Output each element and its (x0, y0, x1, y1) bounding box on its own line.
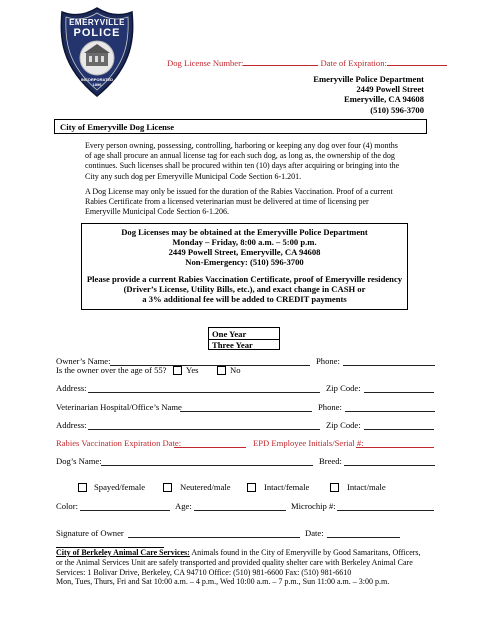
vet-zip-label: Zip Code: (326, 420, 361, 430)
footer-line-3: Services: 1 Bolivar Drive, Berkeley, CA 94710 Office: (510) 981-6600 Fax: (510) 981-6610 (56, 567, 352, 577)
department-street: 2449 Powell Street (356, 84, 424, 95)
info-line-2: Monday – Friday, 8:00 a.m. – 5:00 p.m. (172, 237, 317, 247)
info-line-4: Non-Emergency: (510) 596-3700 (185, 257, 304, 267)
info-line-1: Dog Licenses may be obtained at the Emeryville Police Department (121, 227, 368, 237)
term-table (208, 327, 280, 350)
vet-zip-field[interactable] (364, 429, 434, 430)
footer-line-4: Mon, Tues, Thurs, Fri and Sat 10:00 a.m. – 4 p.m., Wed 10:00 a.m. – 7 p.m., Sun 11:00 a.m. – 3:00 p.m. (56, 577, 390, 587)
date-label: Date: (305, 528, 324, 538)
no-label: No (230, 365, 241, 375)
term-three-year[interactable]: Three Year (212, 340, 253, 350)
footer-text (56, 548, 446, 587)
phone-field[interactable] (343, 365, 435, 366)
seal-middle-text: POLICE (73, 27, 121, 39)
microchip-label: Microchip #: (291, 501, 336, 511)
color-field[interactable] (80, 510, 170, 511)
breed-field[interactable] (344, 465, 435, 466)
age-label: Age: (175, 501, 192, 511)
info-line-7: a 3% additional fee will be added to CREDIT payments (142, 294, 347, 304)
expiration-field[interactable] (387, 65, 447, 66)
vet-phone-label: Phone: (318, 402, 342, 412)
breed-label: Breed: (319, 456, 342, 466)
seal-bottom-text: INCORPORATED (80, 77, 114, 82)
seal-year: 1896 (92, 82, 102, 87)
vet-address-label: Address: (56, 420, 87, 430)
license-number-field[interactable] (243, 65, 318, 66)
vet-address-field[interactable] (88, 429, 320, 430)
intact-female-label: Intact/female (264, 482, 310, 492)
department-phone: (510) 596-3700 (370, 104, 424, 115)
rabies-exp-label: Rabies Vaccination Expiration Date: (56, 438, 182, 448)
vet-label: Veterinarian Hospital/Office’s Name (56, 402, 182, 412)
dog-name-field[interactable] (101, 465, 313, 466)
form-title: City of Emeryville Dog License (60, 122, 175, 132)
no-checkbox[interactable] (217, 366, 226, 375)
police-seal (58, 6, 136, 98)
dog-name-label: Dog’s Name: (56, 456, 102, 466)
term-one-year[interactable]: One Year (212, 329, 247, 339)
signature-field[interactable] (128, 537, 300, 538)
color-label: Color: (56, 501, 78, 511)
info-line-6: (Driver’s License, Utility Bills, etc.), and exact change in CASH or (123, 284, 366, 294)
expiration-label: Date of Expiration: (320, 58, 387, 68)
address-field[interactable] (88, 392, 320, 393)
neutered-checkbox[interactable] (163, 483, 172, 492)
intact-male-checkbox[interactable] (330, 483, 339, 492)
date-field[interactable] (327, 537, 400, 538)
department-block (240, 74, 424, 115)
spayed-checkbox[interactable] (78, 483, 87, 492)
intact-male-label: Intact/male (347, 482, 386, 492)
intro-paragraph-1: Every person owning, possessing, controlling, harboring or keeping any dog over four (4) months of age shall procure an annual license tag for each such dog, as long as, the ownership of the dog continues. Such licenses shall be procured within ten (10) days after acquiring or bringing into the City any such dog per Emeryville Municipal Code Section 6-1.201. (85, 141, 400, 181)
footer-line-2: or the Animal Services Unit are safely transported and provided quality shelter care with Berkeley Animal Care (56, 557, 413, 567)
address-label: Address: (56, 383, 87, 393)
license-number-row (167, 58, 447, 68)
footer-line-1: Animals found in the City of Emeryville by Good Samaritans, Officers, (189, 548, 421, 557)
epd-label: EPD Employee Initials/Serial #: (253, 438, 364, 448)
info-line-5: Please provide a current Rabies Vaccination Certificate, proof of Emeryville residency (86, 274, 403, 284)
license-number-label: Dog License Number: (167, 58, 244, 68)
intro-paragraph-2: A Dog License may only be issued for the duration of the Rabies Vaccination. Proof of a current Rabies Certificate from a licensed veterinarian must be delivered at time of licensing per Emeryville Municipal Code Section 6-1.206. (85, 187, 393, 217)
owner-name-label: Owner’s Name: (56, 356, 111, 366)
phone-label: Phone: (316, 356, 340, 366)
title-box (54, 119, 427, 134)
neutered-label: Neutered/male (180, 482, 231, 492)
yes-label: Yes (186, 365, 199, 375)
department-city: Emeryville, CA 94608 (344, 94, 424, 105)
vet-field[interactable] (180, 411, 312, 412)
intact-female-checkbox[interactable] (247, 483, 256, 492)
age-field[interactable] (194, 510, 286, 511)
signature-label: Signature of Owner (56, 528, 124, 538)
age55-label: Is the owner over the age of 55? (56, 365, 167, 375)
department-name: Emeryville Police Department (313, 74, 424, 84)
seal-top-text: EMERYVILLE (69, 18, 125, 27)
zip-label: Zip Code: (326, 383, 361, 393)
vet-phone-field[interactable] (345, 411, 435, 412)
rabies-exp-field[interactable] (174, 447, 246, 448)
footer-heading: City of Berkeley Animal Care Services: (56, 548, 190, 557)
info-box (81, 223, 408, 310)
yes-checkbox[interactable] (173, 366, 182, 375)
info-line-3: 2449 Powell Street, Emeryville, CA 94608 (168, 247, 321, 257)
epd-field[interactable] (356, 447, 434, 448)
microchip-field[interactable] (337, 510, 434, 511)
zip-field[interactable] (364, 392, 434, 393)
spayed-label: Spayed/female (94, 482, 146, 492)
